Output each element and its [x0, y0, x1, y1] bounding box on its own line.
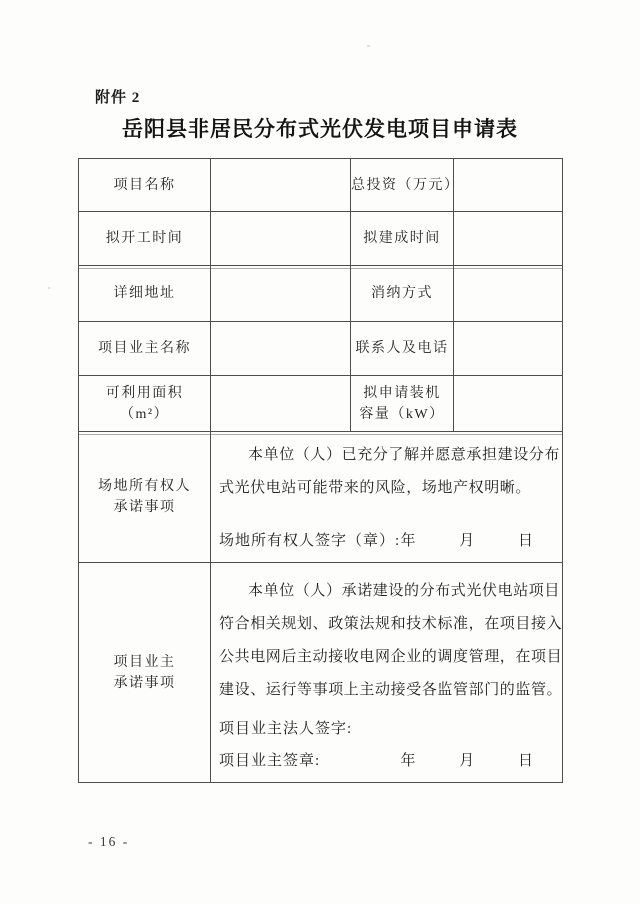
field-label-total-investment: 总投资（万元）: [351, 159, 454, 212]
field-label-planned-start-time: 拟开工时间: [79, 212, 211, 266]
field-label-project-name: 项目名称: [79, 159, 211, 212]
field-label-detailed-address: 详细地址: [79, 266, 211, 322]
project-owner-seal-label: 项目业主签章:: [219, 753, 321, 769]
scan-speck: [48, 287, 50, 289]
scan-artifact-line: [78, 434, 562, 435]
field-label-consumption-mode: 消纳方式: [351, 266, 454, 322]
date-month-label: 月: [459, 753, 476, 769]
field-value-usable-area: [211, 376, 351, 432]
page-number: - 16 -: [88, 834, 130, 849]
site-owner-signature-label: 场地所有权人签字（章）:: [219, 533, 401, 549]
project-owner-commitment-row: [79, 563, 563, 783]
field-value-detailed-address: [211, 266, 351, 322]
field-value-planned-completion-time: [454, 212, 563, 266]
date-day-label: 日: [517, 533, 534, 549]
table-row: [79, 212, 563, 266]
scan-artifact-line: [78, 268, 562, 269]
site-owner-commitment-row: [79, 432, 563, 563]
field-label-project-owner-name: 项目业主名称: [79, 322, 211, 376]
date-day-label: 日: [517, 753, 534, 769]
field-value-project-owner-name: [211, 322, 351, 376]
legal-representative-signature-label: 项目业主法人签字:: [219, 721, 353, 737]
application-form-table: [78, 158, 563, 783]
field-label-installed-capacity: 拟申请装机 容量（kW）: [351, 376, 454, 432]
page-title: 岳阳县非居民分布式光伏发电项目申请表: [122, 117, 518, 141]
table-row: [79, 266, 563, 322]
date-month-label: 月: [459, 533, 476, 549]
date-line: [400, 751, 534, 771]
field-label-usable-area: 可利用面积 （m²）: [79, 376, 211, 432]
attachment-label: 附件 2: [95, 90, 141, 106]
site-owner-commitment-content: [211, 432, 563, 563]
field-label-planned-completion-time: 拟建成时间: [351, 212, 454, 266]
table-row: [79, 376, 563, 432]
field-value-total-investment: [454, 159, 563, 212]
date-line: [400, 531, 534, 551]
field-value-consumption-mode: [454, 266, 563, 322]
date-year-label: 年: [400, 533, 417, 549]
field-value-contact-person-phone: [454, 322, 563, 376]
project-owner-commitment-content: [211, 563, 563, 783]
table-row: [79, 159, 563, 212]
field-label-project-owner-commitment: 项目业主 承诺事项: [79, 563, 211, 783]
field-value-project-name: [211, 159, 351, 212]
field-value-installed-capacity: [454, 376, 563, 432]
site-owner-signature-line: [219, 531, 562, 551]
site-owner-commitment-text: 本单位（人）已充分了解并愿意承担建设分布 式光伏电站可能带来的风险，场地产权明晰。: [219, 447, 561, 496]
project-owner-seal-line: [219, 751, 562, 771]
field-label-contact-person-phone: 联系人及电话: [351, 322, 454, 376]
field-value-planned-start-time: [211, 212, 351, 266]
legal-representative-signature-line: [219, 719, 562, 739]
project-owner-commitment-text: 本单位（人）承诺建设的分布式光伏电站项目 符合相关规划、政策法规和技术标准，在项目接入 公共电网后主动接收电网企业的调度管理，在项目 建设、运行等事项上主动接受各监管部门的监管。: [219, 583, 563, 698]
scan-speck: [367, 45, 370, 47]
date-year-label: 年: [400, 753, 417, 769]
field-label-site-owner-commitment: 场地所有权人 承诺事项: [79, 432, 211, 563]
table-row: [79, 322, 563, 376]
